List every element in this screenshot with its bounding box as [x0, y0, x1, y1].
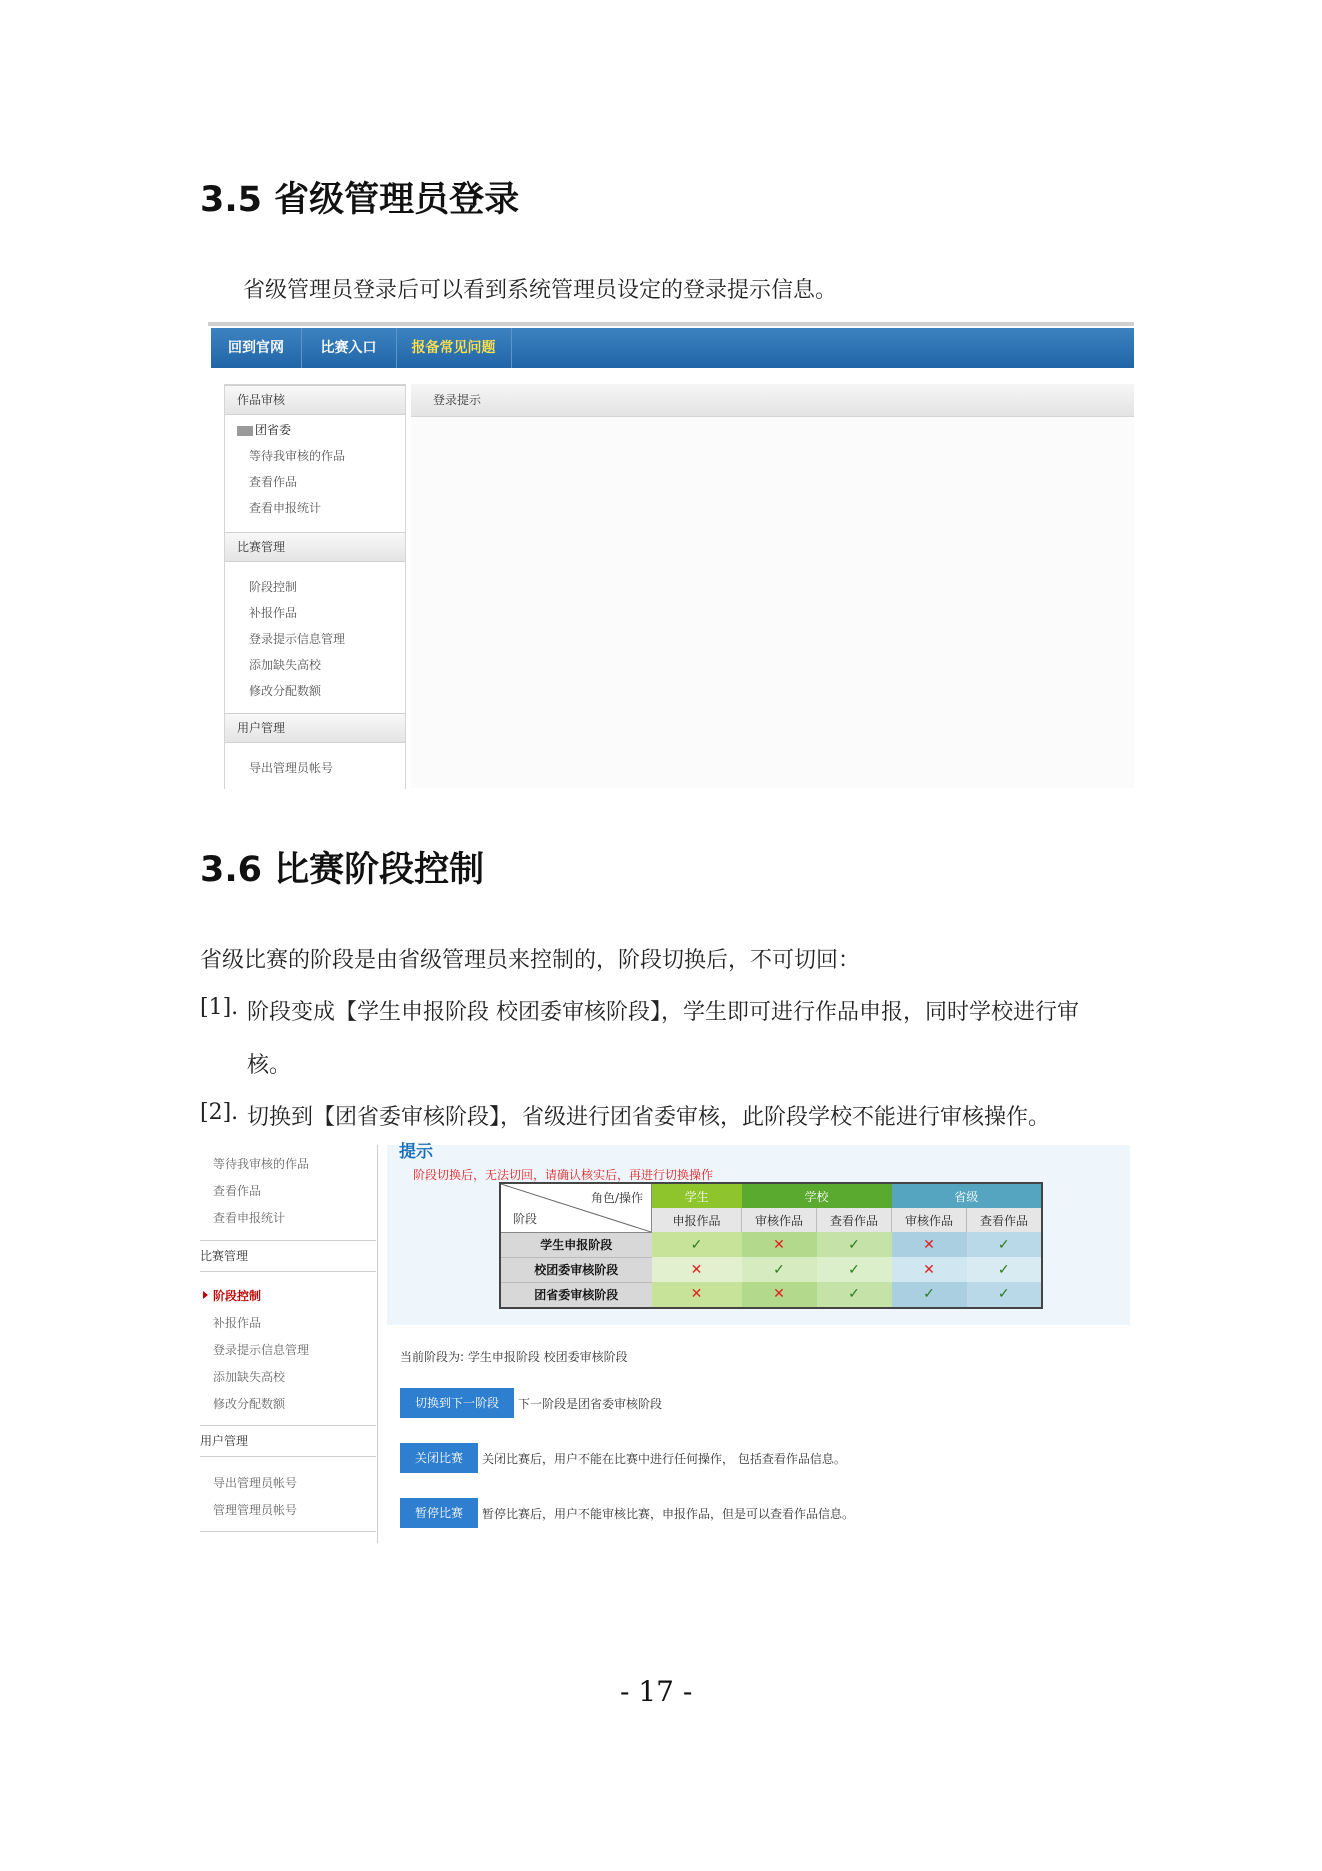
- sidebar-item-supplement[interactable]: 补报作品: [249, 606, 298, 620]
- perm-mark: ✕: [923, 1261, 935, 1278]
- next-stage-button[interactable]: 切换到下一阶段: [400, 1388, 514, 1418]
- perm-mark: ✓: [848, 1261, 860, 1278]
- sidebar-org-name: [237, 421, 291, 438]
- table-row: [500, 1282, 1042, 1308]
- list-item-1-continuation: 核。: [247, 1053, 292, 1078]
- group-header-province: 省级: [892, 1183, 1043, 1208]
- nav-faq-link[interactable]: 报备常见问题: [396, 328, 512, 368]
- close-contest-note: 关闭比赛后，用户不能在比赛中进行任何操作， 包括查看作品信息。: [482, 1452, 846, 1466]
- perm-mark: ✕: [923, 1236, 935, 1253]
- sidebar-item-edit-quota[interactable]: 修改分配数额: [249, 684, 322, 698]
- login-tip-header: 登录提示: [411, 384, 1134, 417]
- list-item-1-number: [1].: [200, 995, 239, 1020]
- corner-stage-label: 阶段: [513, 1211, 538, 1226]
- sidebar-bottom-divider: [200, 1531, 376, 1532]
- close-contest-button[interactable]: 关闭比赛: [400, 1443, 478, 1473]
- perm-cell: [817, 1232, 892, 1257]
- sidebar-item-stage-control[interactable]: 阶段控制: [249, 580, 298, 594]
- org-name-text: 团省委: [255, 423, 292, 437]
- subheader-school-review: 审核作品: [742, 1208, 817, 1232]
- main-panel: [411, 384, 1134, 788]
- perm-mark: ✓: [997, 1286, 1010, 1303]
- perm-mark: ✕: [690, 1286, 703, 1303]
- sidebar-item-login-tip-manage[interactable]: 登录提示信息管理: [213, 1343, 310, 1357]
- stage-label: 团省委审核阶段: [500, 1282, 652, 1308]
- sidebar-section-contest: 比赛管理: [225, 532, 405, 562]
- perm-cell: [967, 1282, 1043, 1308]
- sidebar-item-export-admins[interactable]: 导出管理员帐号: [213, 1476, 298, 1490]
- subheader-school-view: 查看作品: [817, 1208, 892, 1232]
- perm-mark: ✓: [997, 1236, 1010, 1253]
- perm-cell: [652, 1257, 742, 1282]
- corner-role-label: 角色/操作: [590, 1191, 643, 1205]
- sidebar-item-pending-review[interactable]: 等待我审核的作品: [249, 449, 346, 463]
- stage-label: 学生申报阶段: [500, 1232, 652, 1257]
- sidebar-item-stats[interactable]: 查看申报统计: [213, 1211, 286, 1225]
- sidebar-item-export-admins[interactable]: 导出管理员帐号: [249, 761, 334, 775]
- sidebar-item-edit-quota[interactable]: 修改分配数额: [213, 1397, 286, 1411]
- sidebar-section-works: 作品审核: [225, 385, 405, 415]
- sidebar-section-users: 用户管理: [200, 1425, 376, 1457]
- perm-mark: ✓: [690, 1236, 703, 1253]
- current-stage-text: 当前阶段为: 学生申报阶段 校团委审核阶段: [400, 1350, 628, 1364]
- stage-label: 校团委审核阶段: [500, 1257, 652, 1282]
- sidebar-item-login-tip-manage[interactable]: 登录提示信息管理: [249, 632, 346, 646]
- sidebar-item-view-works[interactable]: 查看作品: [213, 1184, 262, 1198]
- table-corner-cell: [500, 1183, 652, 1232]
- page-number: - 17 -: [620, 1675, 693, 1708]
- group-header-school: 学校: [742, 1183, 892, 1208]
- next-stage-note: 下一阶段是团省委审核阶段: [518, 1397, 663, 1411]
- nav-home-link[interactable]: 回到官网: [211, 328, 302, 368]
- perm-cell: [892, 1232, 967, 1257]
- tip-warning: 阶段切换后，无法切回，请确认核实后，再进行切换操作: [413, 1168, 714, 1182]
- perm-cell: [817, 1282, 892, 1308]
- perm-mark: ✓: [848, 1236, 860, 1253]
- sidebar-item-stage-control[interactable]: 阶段控制: [213, 1289, 262, 1303]
- perm-cell: [967, 1257, 1043, 1282]
- subheader-student-submit: 申报作品: [652, 1208, 742, 1232]
- perm-mark: ✓: [997, 1261, 1010, 1278]
- active-arrow-icon: [203, 1291, 208, 1299]
- stage-permission-table: [499, 1182, 1043, 1309]
- sidebar-item-stats[interactable]: 查看申报统计: [249, 501, 322, 515]
- sidebar-item-pending-review[interactable]: 等待我审核的作品: [213, 1157, 310, 1171]
- perm-mark: ✕: [690, 1261, 703, 1278]
- sidebar-item-view-works[interactable]: 查看作品: [249, 475, 298, 489]
- sidebar-item-add-school[interactable]: 添加缺失高校: [213, 1370, 286, 1384]
- sidebar-item-supplement[interactable]: 补报作品: [213, 1316, 262, 1330]
- top-border: [208, 322, 1134, 326]
- sidebar-section-contest: 比赛管理: [200, 1240, 376, 1272]
- perm-mark: ✓: [923, 1286, 935, 1303]
- section-3-6-heading: 3.6 比赛阶段控制: [200, 850, 485, 890]
- tip-title: 提示: [399, 1142, 433, 1162]
- perm-mark: ✕: [773, 1236, 785, 1253]
- table-row: [500, 1257, 1042, 1282]
- pause-contest-button[interactable]: 暂停比赛: [400, 1498, 478, 1528]
- group-header-student: 学生: [652, 1183, 742, 1208]
- perm-cell: [742, 1232, 817, 1257]
- perm-cell: [742, 1282, 817, 1308]
- perm-cell: [817, 1257, 892, 1282]
- perm-mark: ✓: [848, 1286, 860, 1303]
- top-nav-bar: [211, 328, 1134, 368]
- sidebar-item-add-school[interactable]: 添加缺失高校: [249, 658, 322, 672]
- stage-control-screenshot: [200, 1142, 1130, 1543]
- sidebar-section-users: 用户管理: [225, 713, 405, 743]
- section-3-5-intro: 省级管理员登录后可以看到系统管理员设定的登录提示信息。: [243, 278, 838, 303]
- perm-cell: [892, 1257, 967, 1282]
- main-panel: [387, 1142, 1130, 1543]
- sidebar: [200, 1145, 377, 1543]
- subheader-province-view: 查看作品: [967, 1208, 1043, 1232]
- list-item-2-number: [2].: [200, 1100, 239, 1125]
- perm-cell: [892, 1282, 967, 1308]
- perm-mark: ✕: [773, 1286, 785, 1303]
- login-tip-screenshot: [208, 322, 1134, 788]
- list-item-2-text: 切换到【团省委审核阶段】，省级进行团省委审核，此阶段学校不能进行审核操作。: [247, 1105, 1051, 1130]
- sidebar: [224, 384, 406, 789]
- redacted-block: [237, 426, 253, 436]
- sidebar-item-manage-admins[interactable]: 管理管理员帐号: [213, 1503, 298, 1517]
- perm-mark: ✓: [773, 1261, 785, 1278]
- tip-box: [387, 1142, 1130, 1325]
- perm-cell: [652, 1232, 742, 1257]
- table-row: [500, 1232, 1042, 1257]
- nav-contest-entry-link[interactable]: 比赛入口: [301, 328, 397, 368]
- perm-cell: [742, 1257, 817, 1282]
- subheader-province-review: 审核作品: [892, 1208, 967, 1232]
- list-item-1-text: 阶段变成【学生申报阶段 校团委审核阶段】，学生即可进行作品申报，同时学校进行审: [247, 1000, 1079, 1025]
- pause-contest-note: 暂停比赛后，用户不能审核比赛，申报作品，但是可以查看作品信息。: [482, 1507, 855, 1521]
- section-3-6-intro: 省级比赛的阶段是由省级管理员来控制的，阶段切换后，不可切回：: [200, 948, 861, 973]
- perm-cell: [967, 1232, 1043, 1257]
- sidebar-divider: [377, 1145, 378, 1543]
- section-3-5-heading: 3.5 省级管理员登录: [200, 180, 520, 220]
- perm-cell: [652, 1282, 742, 1308]
